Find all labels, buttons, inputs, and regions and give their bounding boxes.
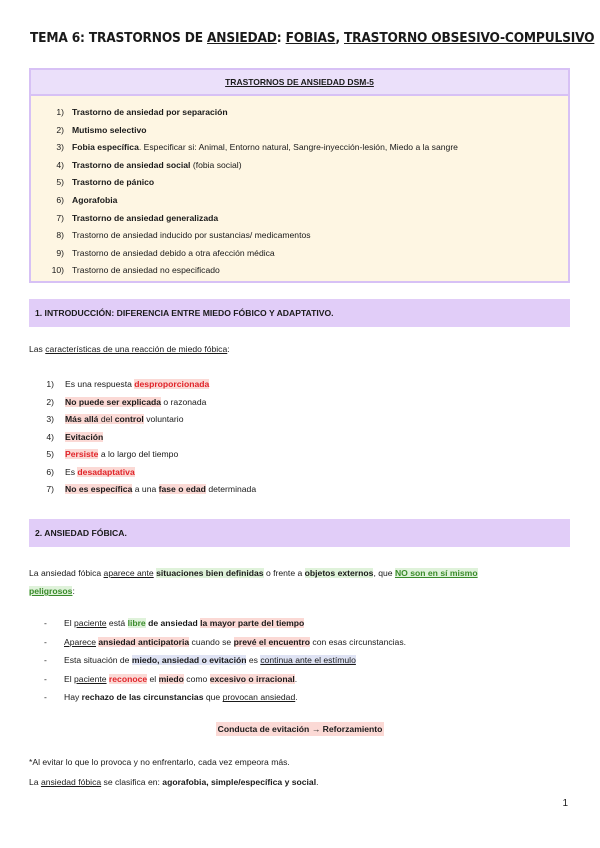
item-number: 4) [46,431,54,442]
item-bold: Fobia específica [72,142,139,153]
item-number: 10) [51,265,64,276]
item-highlight: No puede ser explicada [65,396,161,407]
item-bold: Agorafobia [72,194,118,205]
title-sep: : [276,30,286,46]
phobic-features-list [29,376,256,499]
item-text: el [147,673,159,684]
item-underlined: paciente [74,618,107,628]
item-number: 4) [56,159,64,170]
para-text: , que [373,568,395,578]
dsm5-list [31,96,568,280]
classify-bold: agorafobia, simple/específica y social [162,777,317,787]
list-item [29,464,256,482]
item-text: Es una respuesta [65,379,135,389]
item-highlight: Persiste [65,449,99,459]
title-word-fobias: FOBIAS [285,30,336,46]
title-sep: , [335,30,344,46]
item-number: 6) [46,466,54,477]
item-number: 3) [56,142,64,153]
item-highlight: desproporcionada [134,379,210,389]
section-1-heading-text: 1. INTRODUCCIÓN: DIFERENCIA ENTRE MIEDO FÓBICO Y ADAPTATIVO. [35,308,334,318]
title-word-ansiedad: ANSIEDAD [207,30,277,46]
item-bold: rechazo de las circunstancias [81,692,204,703]
item-number: 2) [46,396,54,407]
item-highlight: excesivo o irracional [209,673,295,684]
item-number: 1) [56,107,64,117]
item-number: 2) [56,124,64,135]
item-underlined: provocan ansiedad [222,692,296,703]
item-highlight: prevé el encuentro [233,636,311,647]
item-highlight: Evitación [65,431,104,442]
item-bold: Trastorno de ansiedad por separación [72,107,228,117]
item-number: 1) [46,379,54,389]
list-item [31,245,568,263]
intro-prefix: Las [29,344,46,354]
section-2-intro [29,564,570,600]
item-bold: Trastorno de ansiedad social [72,159,191,170]
item-text: como [183,673,210,684]
list-item [31,157,568,175]
item-number: 8) [56,230,64,241]
item-number: 6) [56,194,64,205]
list-item [31,122,568,140]
dsm5-table-header [31,70,568,96]
item-text: Trastorno de ansiedad debido a otra afección médica [72,247,275,258]
list-item [44,614,406,633]
avoidance-note [29,757,290,767]
avoidance-reinforcement-badge [0,719,600,737]
para-highlight: situaciones bien definidas [156,568,264,578]
item-text: es [246,655,261,666]
item-number: 5) [46,449,54,459]
classify-underlined: ansiedad fóbica [40,777,102,787]
item-text: (fobia social) [190,159,242,170]
item-text: Es [65,466,78,477]
list-item [31,104,568,122]
dsm5-header-text: TRASTORNOS DE ANSIEDAD DSM-5 [225,77,374,87]
item-underlined: paciente [74,673,107,684]
classification-line [29,777,319,787]
item-text: voluntario [143,414,184,424]
item-number: 7) [46,484,54,494]
item-highlight: ansiedad anticipatoria [98,636,190,647]
intro-suffix: : [227,344,230,354]
list-item [44,688,406,707]
page-number: 1 [562,798,568,809]
list-item [31,139,568,157]
item-text: a lo largo del tiempo [98,449,179,459]
para-underlined: aparece ante [103,568,154,578]
item-text: que [203,692,223,703]
item-text: determinada [205,484,257,494]
item-number: 7) [56,212,64,223]
item-text: Trastorno de ansiedad no especificado [72,265,220,276]
list-item [31,262,568,280]
list-item [44,651,406,670]
intro-underlined: características de una reacción de miedo fóbica [45,344,228,354]
item-text: . [295,692,298,703]
list-item [31,227,568,245]
item-bold: Trastorno de pánico [72,177,155,188]
item-highlight: Más allá [65,414,99,424]
page-title [30,30,595,46]
list-item [31,192,568,210]
item-highlight: miedo, ansiedad o evitación [131,655,247,666]
list-item [29,411,256,429]
para-green-underlined: peligrosos [29,586,73,596]
classify-text: . [316,777,319,787]
item-text: está [106,618,128,628]
list-item [44,670,406,689]
item-highlight: control [114,414,144,424]
item-text: Hay [64,692,82,703]
item-text: a una [132,484,159,494]
para-green-underlined: NO son en sí mismo [394,568,478,578]
item-highlight: No es específica [65,484,133,494]
list-item [29,481,256,499]
item-number: 9) [56,247,64,258]
item-number: 3) [46,414,54,424]
para-text: : [72,586,75,596]
list-item [31,174,568,192]
item-bold: Trastorno de ansiedad generalizada [72,212,219,223]
section-1-heading [29,299,570,327]
item-text: Trastorno de ansiedad inducido por sustancias/ medicamentos [72,230,311,241]
item-bold: de ansiedad [145,618,201,628]
classify-text: La [29,777,41,787]
item-green: libre [127,618,146,628]
list-item [31,210,568,228]
item-text: . [294,673,298,684]
item-highlight: la mayor parte del tiempo [200,618,305,628]
item-bold: Mutismo selectivo [72,124,147,135]
badge-text: Conducta de evitación → Reforzamiento [217,724,383,734]
item-underlined: continua ante el estímulo [260,655,356,666]
list-item [29,446,256,464]
dsm5-table [29,68,570,283]
item-text: cuando se [189,636,234,647]
item-text: El [64,673,75,684]
item-number: 5) [56,177,64,188]
section-1-intro [29,344,230,354]
title-prefix: TEMA 6: TRASTORNOS DE [30,30,208,46]
item-text: o razonada [161,396,207,407]
item-text: del [98,414,115,424]
section-2-heading-text: 2. ANSIEDAD FÓBICA. [35,528,127,538]
item-highlight: desadaptativa [77,466,135,477]
item-text: con esas circunstancias. [310,636,407,647]
para-text: o frente a [263,568,305,578]
phobic-anxiety-bullets [44,614,406,707]
para-text: La ansiedad fóbica [29,568,104,578]
list-item [29,394,256,412]
item-highlight: fase o edad [158,484,206,494]
item-text: El [64,618,75,628]
list-item [29,376,256,394]
list-item [44,633,406,652]
note-text: *Al evitar lo que lo provoca y no enfrentarlo, cada vez empeora más. [29,757,290,767]
item-text: Esta situación de [64,655,132,666]
list-item [29,429,256,447]
para-highlight: objetos externos [304,568,374,578]
item-text: . Especificar si: Animal, Entorno natural, Sangre-inyección-lesión, Miedo a la sangre [138,142,458,153]
classify-text: se clasifica en: [101,777,163,787]
section-2-heading [29,519,570,547]
title-word-toc: TRASTORNO OBSESIVO-COMPULSIVO [343,30,595,46]
item-highlight: miedo [158,673,184,684]
item-underlined: Aparece [64,636,97,647]
item-highlight: reconoce [108,673,148,684]
